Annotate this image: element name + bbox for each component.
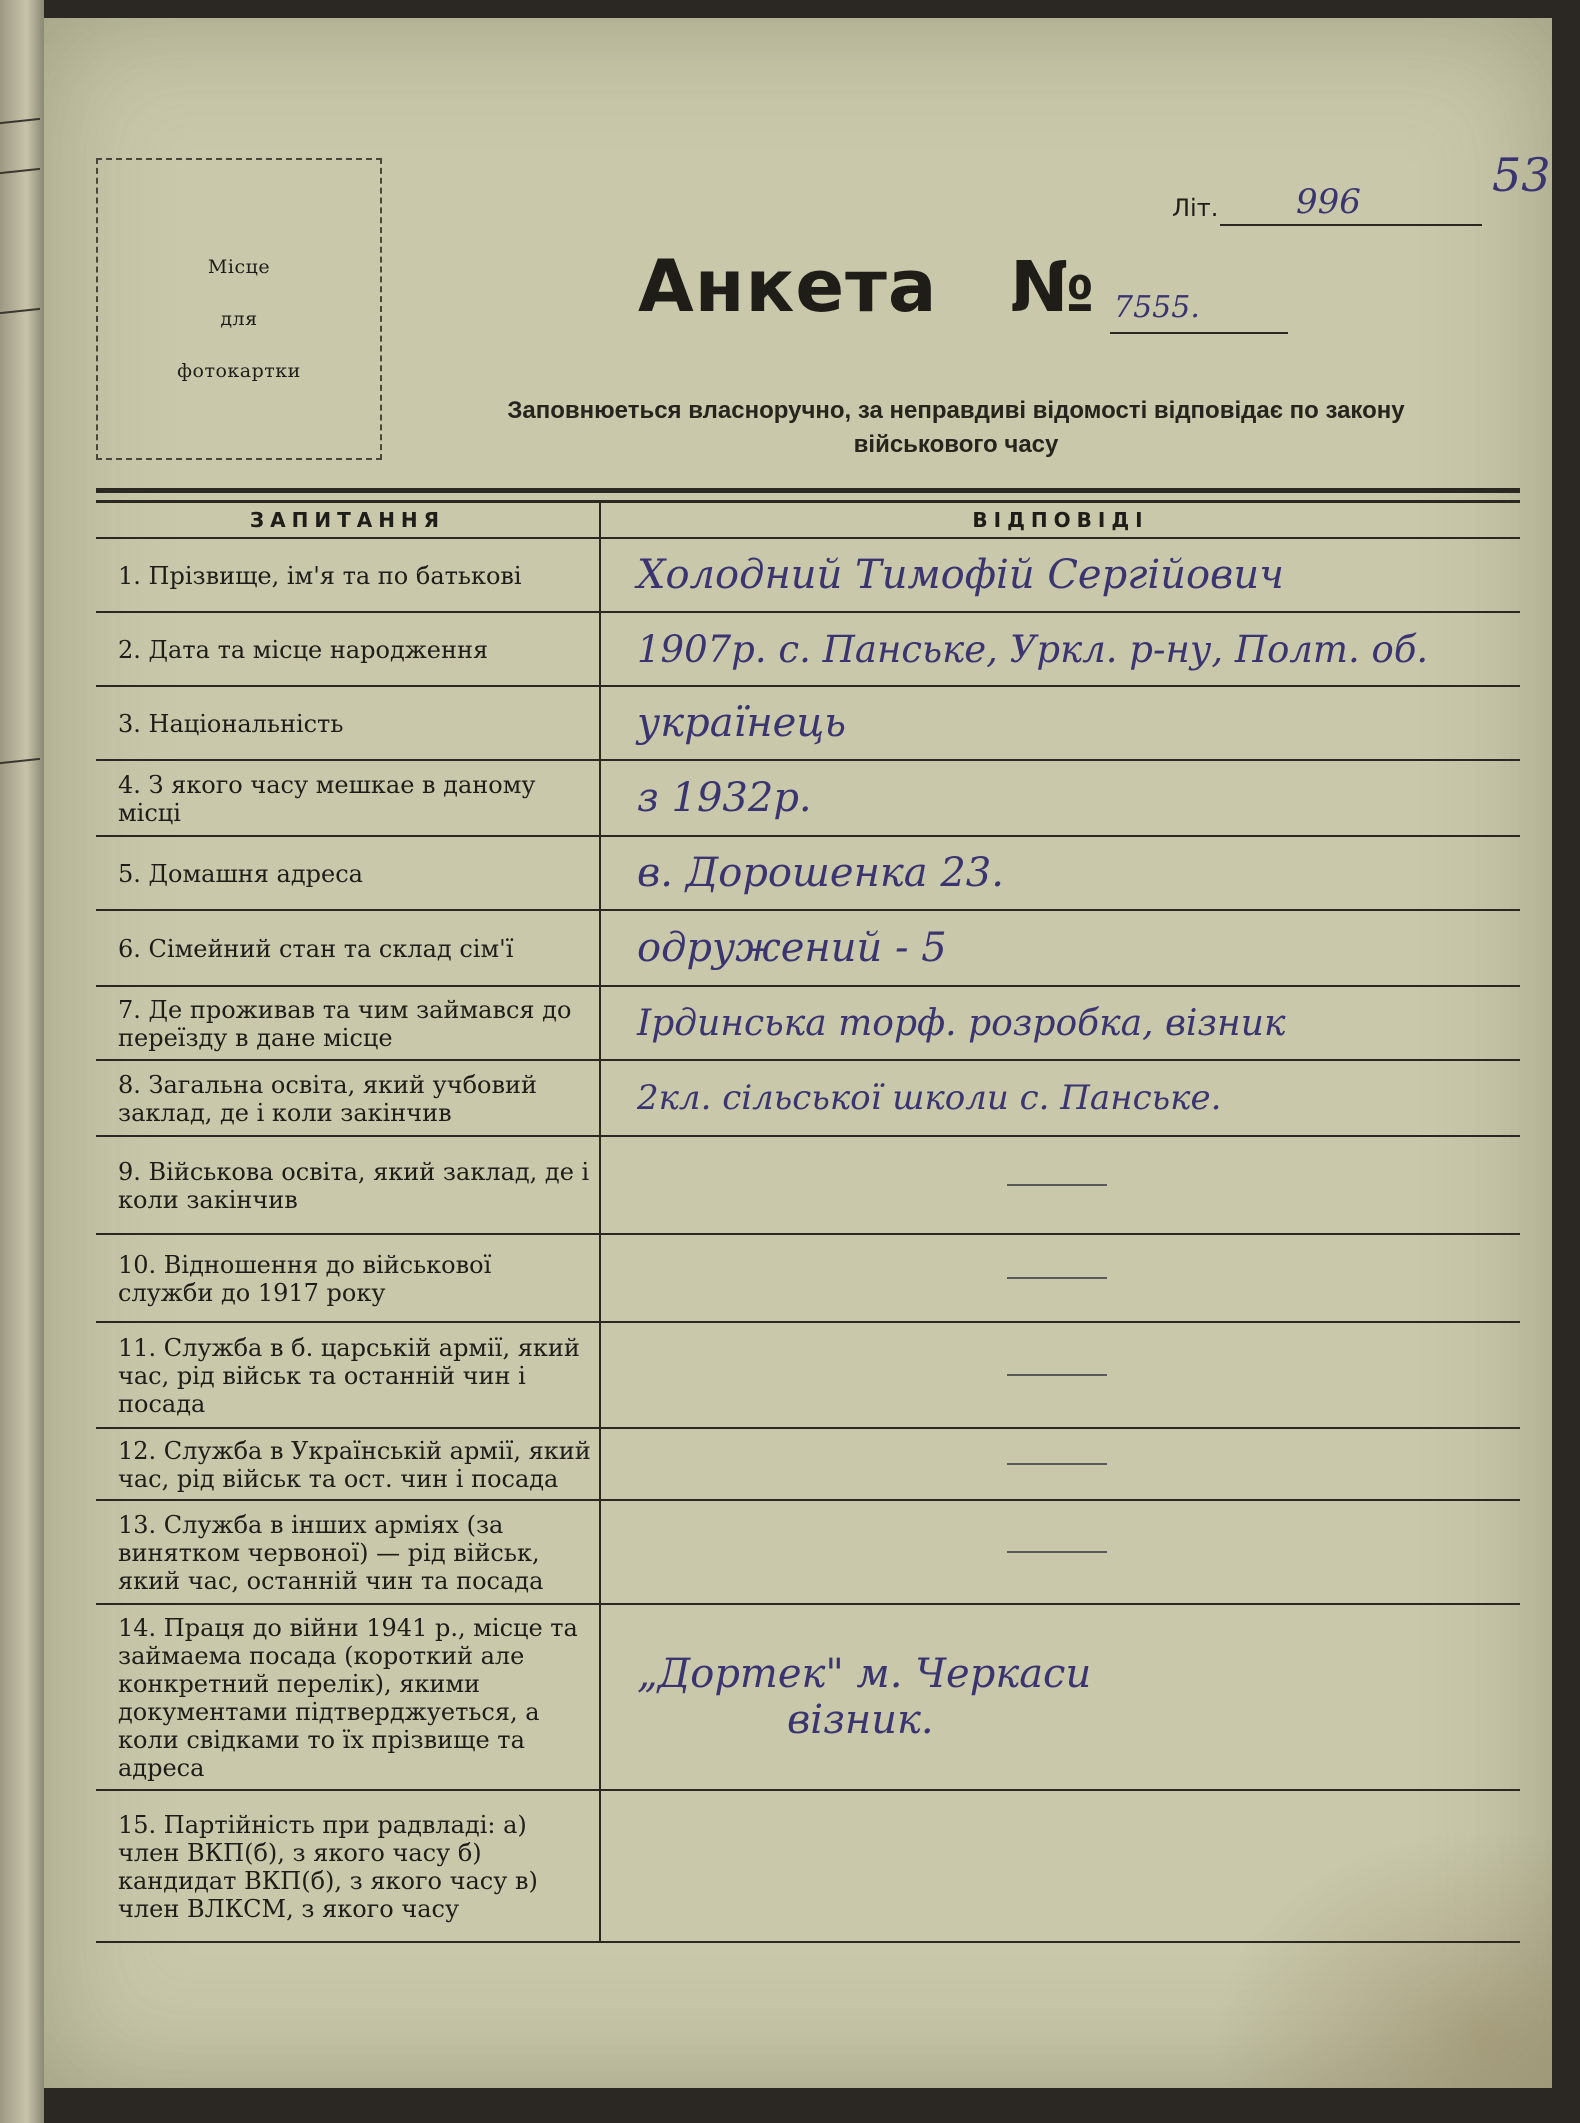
answer-line1: „Дортек" м. Черкаси [637, 1651, 1092, 1697]
table-row [96, 1429, 1520, 1501]
answer-line2: візник. [787, 1697, 934, 1743]
answer-cell: з 1932р. [637, 775, 812, 821]
photo-placeholder-box [96, 158, 382, 460]
column-header-questions: ЗАПИТАННЯ [96, 503, 601, 537]
lit-value: 996 [1296, 182, 1361, 222]
empty-answer-dash [1007, 1184, 1107, 1186]
answer-cell: українець [637, 700, 847, 746]
empty-answer-dash [1007, 1374, 1107, 1376]
table-row [96, 1501, 1520, 1605]
empty-answer-dash [1007, 1551, 1107, 1553]
question-cell: 2. Дата та місце народження [96, 613, 601, 685]
table-row [96, 837, 1520, 911]
table-row [96, 539, 1520, 613]
instructions-line2: військового часу [853, 431, 1059, 458]
answer-cell: 1907р. с. Панське, Уркл. р-ну, Полт. об. [637, 627, 1429, 671]
photo-box-line1: Місце [207, 256, 271, 278]
photo-box-line3: фотокартки [177, 360, 301, 382]
photo-box-line2: для [220, 308, 258, 330]
answer-cell [601, 1235, 1520, 1321]
question-cell: 6. Сімейний стан та склад сім'ї [96, 911, 601, 985]
answer-cell [601, 1791, 1520, 1941]
table-row [96, 1137, 1520, 1235]
table-row [96, 761, 1520, 837]
table-row [96, 1323, 1520, 1429]
table-row [96, 613, 1520, 687]
corner-page-number: 53 [1492, 148, 1551, 202]
answer-cell: 2кл. сільської школи с. Панське. [637, 1078, 1222, 1118]
table-header [96, 503, 1520, 539]
questionnaire-table [96, 500, 1520, 1943]
questionnaire-sheet [44, 18, 1552, 2088]
table-row [96, 1791, 1520, 1943]
empty-answer-dash [1007, 1277, 1107, 1279]
question-cell: 1. Прізвище, ім'я та по батькові [96, 539, 601, 611]
question-cell: 15. Партійність при радвладі: а) член ВКП(б), з якого часу б) кандидат ВКП(б), з якого часу в) член ВЛКСМ, з якого часу [96, 1791, 601, 1941]
page-title: Анкета [638, 244, 938, 328]
table-row [96, 1605, 1520, 1791]
question-cell: 5. Домашня адреса [96, 837, 601, 909]
table-row [96, 687, 1520, 761]
lit-underline [1220, 224, 1482, 226]
empty-answer-dash [1007, 1463, 1107, 1465]
question-cell: 10. Відношення до військової служби до 1917 року [96, 1235, 601, 1321]
book-binding [0, 0, 44, 2123]
table-row [96, 911, 1520, 987]
question-cell: 11. Служба в б. царській армії, який час, рід військ та останній чин і посада [96, 1323, 601, 1427]
table-row [96, 987, 1520, 1061]
form-number-underline [1110, 332, 1288, 334]
question-cell: 4. З якого часу мешкае в даному місці [96, 761, 601, 835]
answer-cell [601, 1323, 1520, 1427]
question-cell: 7. Де проживав та чим займався до переїзду в дане місце [96, 987, 601, 1059]
question-cell: 8. Загальна освіта, який учбовий заклад, де і коли закінчив [96, 1061, 601, 1135]
question-cell: 9. Військова освіта, який заклад, де і коли закінчив [96, 1137, 601, 1233]
answer-cell [601, 1429, 1520, 1499]
table-row [96, 1235, 1520, 1323]
answer-cell [601, 1501, 1520, 1603]
question-cell: 3. Національність [96, 687, 601, 759]
column-header-answers: ВІДПОВІДІ [972, 508, 1149, 532]
form-number: 7555. [1114, 290, 1200, 325]
header-rule [96, 488, 1520, 493]
answer-cell: в. Дорошенка 23. [637, 850, 1004, 896]
table-row [96, 1061, 1520, 1137]
answer-cell: одружений - 5 [637, 925, 947, 971]
question-cell: 14. Праця до війни 1941 р., місце та займаема посада (короткий але конкретний перелік), якими документами підтверджуеться, а коли свідками то їх прізвище та адреса [96, 1605, 601, 1789]
answer-cell [601, 1605, 1520, 1789]
answer-cell: Холодний Тимофій Сергійович [637, 552, 1284, 598]
answer-cell [601, 1137, 1520, 1233]
form-instructions [406, 394, 1506, 462]
answer-cell: Ірдинська торф. розробка, візник [637, 1002, 1286, 1044]
instructions-line1: Заповнюеться власноручно, за неправдиві відомості відповідає по закону [507, 397, 1405, 424]
question-cell: 12. Служба в Українській армії, який час, рід військ та ост. чин і посада [96, 1429, 601, 1499]
question-cell: 13. Служба в інших арміях (за винятком червоної) — рід військ, який час, останній чин та посада [96, 1501, 601, 1603]
number-sign: № [1010, 246, 1095, 328]
lit-label: Літ. [1172, 194, 1219, 222]
